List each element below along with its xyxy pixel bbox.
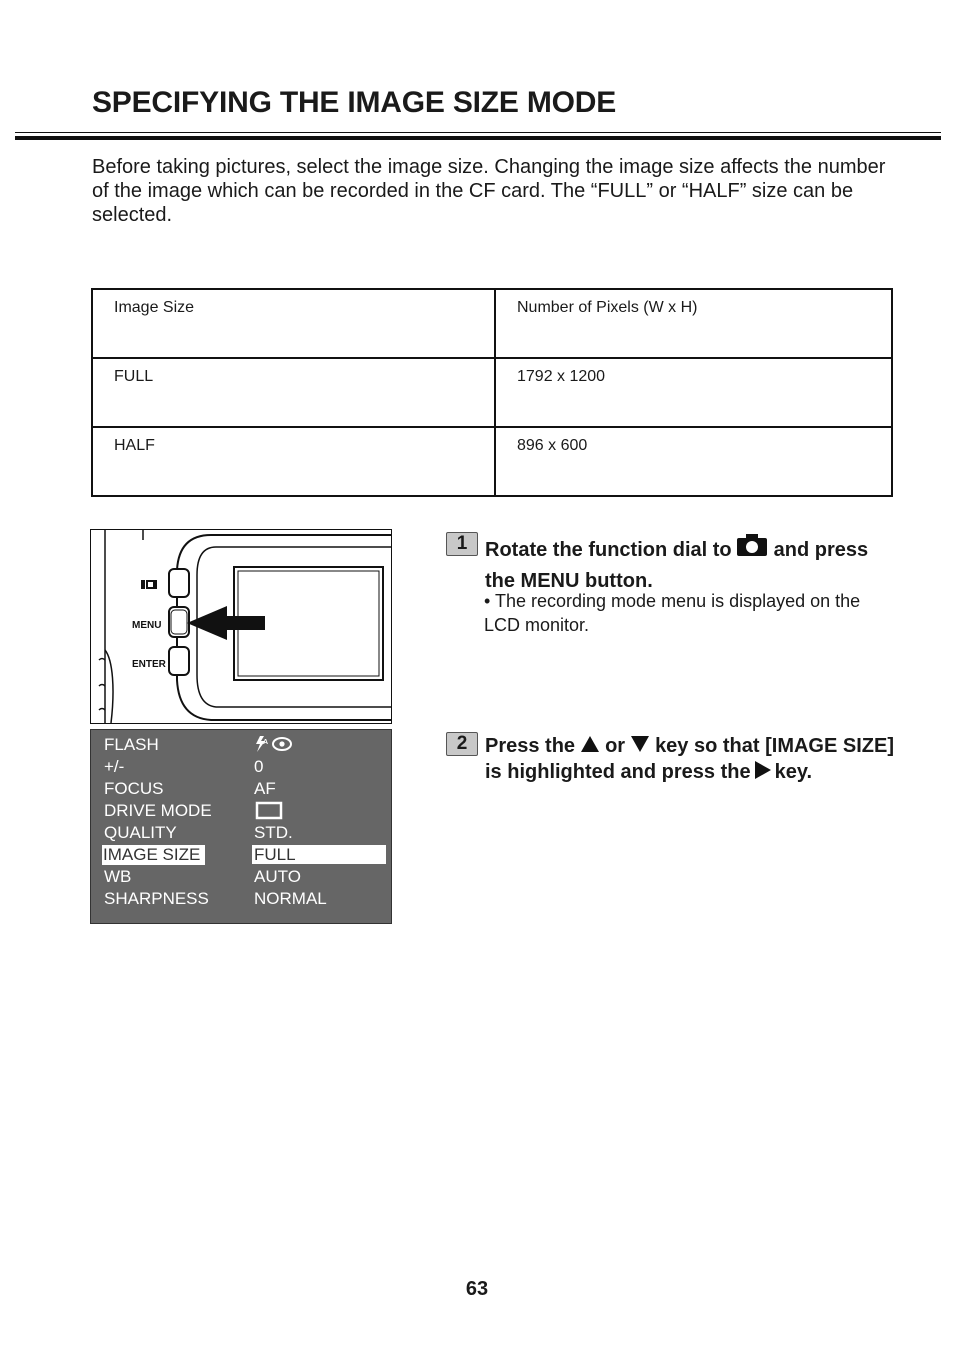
svg-text:A: A bbox=[263, 739, 269, 746]
menu-value: NORMAL bbox=[254, 889, 327, 908]
step-bullet: • The recording mode menu is displayed on the LCD monitor. bbox=[484, 591, 861, 635]
image-size-table bbox=[91, 288, 893, 497]
page-title: SPECIFYING THE IMAGE SIZE MODE bbox=[92, 86, 617, 119]
menu-value: AUTO bbox=[254, 867, 301, 886]
menu-label: DRIVE MODE bbox=[104, 801, 212, 820]
table-header-cell: Image Size bbox=[92, 289, 495, 358]
table-header-cell: Number of Pixels (W x H) bbox=[495, 289, 892, 358]
menu-label: FOCUS bbox=[104, 779, 164, 798]
menu-value: FULL bbox=[254, 845, 296, 864]
down-arrow-icon bbox=[631, 736, 649, 752]
table-cell: 1792 x 1200 bbox=[495, 358, 892, 427]
menu-value: AF bbox=[254, 779, 276, 798]
menu-value: STD. bbox=[254, 823, 293, 842]
step-instruction: Rotate the function dial to and press the MENU button. bbox=[485, 533, 895, 594]
menu-label: WB bbox=[104, 867, 132, 886]
table-cell: FULL bbox=[92, 358, 495, 427]
table-cell: 896 x 600 bbox=[495, 427, 892, 496]
menu-label: SHARPNESS bbox=[104, 889, 209, 908]
step-number: 1 bbox=[446, 532, 478, 556]
page-number: 63 bbox=[465, 1278, 489, 1300]
camera-back-drawing bbox=[91, 530, 391, 723]
intro-paragraph: Before taking pictures, select the image size. Changing the image size affects the number of the image which can be recorded in the CF card. The “FULL” or “HALF” size can be selected. bbox=[92, 156, 886, 226]
menu-label: QUALITY bbox=[104, 823, 177, 842]
step-instruction: Press the or key so that [IMAGE SIZE] is highlighted and press the key. bbox=[485, 735, 894, 783]
menu-label: +/- bbox=[104, 757, 125, 776]
menu-label: MENU bbox=[132, 620, 162, 631]
table-row bbox=[92, 427, 892, 496]
camera-back-illustration bbox=[90, 529, 392, 724]
up-arrow-icon bbox=[581, 736, 599, 752]
step-number: 2 bbox=[446, 732, 478, 756]
menu-label: IMAGE SIZE bbox=[102, 845, 205, 865]
lcd-recording-menu bbox=[90, 729, 392, 924]
menu-value: 0 bbox=[254, 757, 264, 776]
table-header-row bbox=[92, 289, 892, 358]
flash-auto-redeye-icon bbox=[254, 735, 294, 758]
right-arrow-icon bbox=[755, 761, 771, 779]
single-frame-icon bbox=[254, 801, 284, 825]
title-rule-thick bbox=[15, 136, 941, 140]
camera-icon bbox=[736, 533, 768, 564]
enter-label: ENTER bbox=[132, 659, 166, 670]
table-cell: HALF bbox=[92, 427, 495, 496]
table-row bbox=[92, 358, 892, 427]
menu-label: FLASH bbox=[104, 735, 159, 754]
title-rule-thin bbox=[15, 132, 941, 133]
